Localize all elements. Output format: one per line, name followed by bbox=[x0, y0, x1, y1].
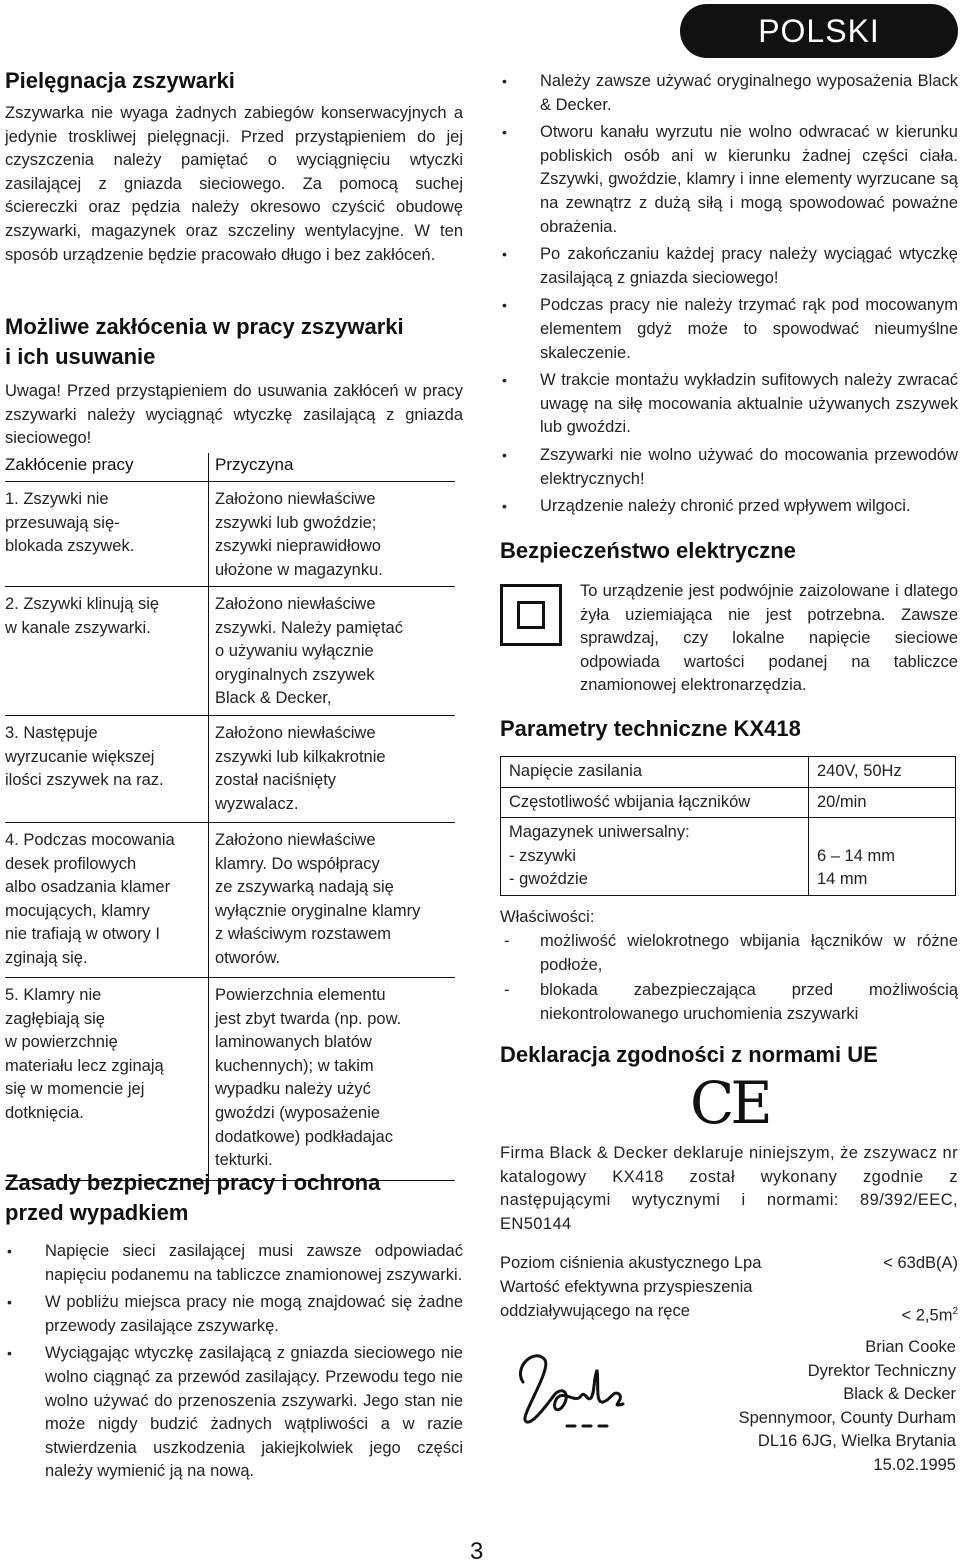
col-header-cause: Przyczyna bbox=[215, 455, 294, 474]
noise-row bbox=[500, 1252, 958, 1276]
fault-cell: 2. Zszywki klinują się w kanale zszywarki. bbox=[5, 595, 160, 637]
fault-table-header bbox=[5, 453, 455, 482]
cause-cell: Założono niewłaściwe klamry. Do współpracy ze zszywarką nadają się wyłącznie oryginalne klamry z właściwym rozstawem otworów. bbox=[215, 831, 421, 967]
signer-title: Dyrektor Techniczny bbox=[807, 1361, 956, 1380]
safety-bullet-list bbox=[5, 1240, 463, 1484]
list-item: • Wyciągając wtyczkę zasilającą z gniazda sieciowego nie wolno ciągnąć za przewód zasilający. Przewodu tego nie wolno używać do przenoszenia zszywarki. Jego stan nie może nigdy budzić żadnych wątpliwości a w razie stwierdzenia uszkodzenia jakiejkolwiek jego części należy wymienić ją na nową. bbox=[5, 1342, 463, 1484]
table-row bbox=[5, 829, 455, 978]
table-row bbox=[5, 722, 455, 823]
table-row bbox=[501, 757, 956, 788]
double-insulation-icon bbox=[500, 584, 562, 646]
vibration-unit-sup: 2 bbox=[952, 1306, 958, 1317]
list-item: - możliwość wielokrotnego wbijania łączników w różne podłoże, bbox=[500, 930, 958, 977]
features-section bbox=[500, 930, 958, 1028]
specs-title: Parametry techniczne KX418 bbox=[500, 716, 801, 741]
list-item: • W pobliżu miejsca pracy nie mogą znajdować się żadne przewody zasilające zszywarkę. bbox=[5, 1291, 463, 1338]
spec-label: Magazynek uniwersalny: - zszywki - gwoździe bbox=[501, 818, 809, 896]
table-row bbox=[5, 593, 455, 716]
signature-icon bbox=[505, 1342, 635, 1442]
table-divider bbox=[208, 453, 209, 1187]
safety-title-line2: przed wypadkiem bbox=[5, 1200, 189, 1225]
list-item: • Zszywarki nie wolno używać do mocowania przewodów elektrycznych! bbox=[500, 444, 958, 491]
spec-value: 240V, 50Hz bbox=[809, 757, 956, 788]
safety-section bbox=[5, 1168, 463, 1488]
list-item: • W trakcie montażu wykładzin sufitowych należy zwracać uwagę na siłę mocowania aktualnie używanych zszywek lub gwoździ. bbox=[500, 369, 958, 440]
noise-value: < 63dB(A) bbox=[883, 1254, 958, 1272]
cause-cell: Założono niewłaściwe zszywki lub gwoździe; zszywki nieprawidłowo ułożone w magazynku. bbox=[215, 490, 383, 579]
cause-cell: Założono niewłaściwe zszywki lub kilkakrotnie został naciśnięty wyzwalacz. bbox=[215, 724, 386, 813]
table-row bbox=[501, 787, 956, 818]
signer-name: Brian Cooke bbox=[865, 1338, 956, 1356]
safety-title-line1: Zasady bezpiecznej pracy i ochrona bbox=[5, 1170, 381, 1195]
address-line-2: DL16 6JG, Wielka Brytania bbox=[757, 1432, 956, 1451]
faults-warning: Uwaga! Przed przystąpieniem do usuwania zakłóceń w pracy zszywarki należy wyciągnąć wtyczkę zasilającą z gniazda sieciowego! bbox=[5, 382, 463, 448]
signature-block bbox=[739, 1336, 956, 1478]
specs-table bbox=[500, 756, 956, 896]
page-number: 3 bbox=[470, 1538, 484, 1565]
spec-value: 20/min bbox=[809, 787, 956, 818]
faults-title-line2: i ich usuwanie bbox=[5, 344, 156, 369]
table-row bbox=[5, 984, 455, 1181]
care-title: Pielęgnacja zszywarki bbox=[5, 68, 235, 93]
list-item: • Otworu kanału wyrzutu nie wolno odwracać w kierunku pobliskich osób ani w kierunku żadnej części ciała. Zszywki, gwoździe, klamry i inne elementy wyrzucane są na zewnątrz z dużą siłą i mogą spowodować poważne obrażenia. bbox=[500, 121, 958, 239]
list-item: • Urządzenie należy chronić przed wpływem wilgoci. bbox=[500, 495, 958, 519]
vibration-value-wrap bbox=[902, 1300, 958, 1328]
company-name: Black & Decker bbox=[843, 1385, 956, 1404]
spec-label: Napięcie zasilania bbox=[501, 757, 809, 788]
list-item: • Podczas pracy nie należy trzymać rąk pod mocowanym elementem gdyż może to spowodwać nieumyślne skaleczenie. bbox=[500, 294, 958, 365]
noise-label: Poziom ciśnienia akustycznego Lpa bbox=[500, 1254, 762, 1272]
features-list bbox=[500, 930, 958, 1026]
cause-cell: Powierzchnia elementu jest zbyt twarda (np. pow. laminowanych blatów kuchennych); w takim wypadku należy użyć gwoździ (wyposażenie dodatkowe) podkładajac tekturki. bbox=[215, 986, 402, 1170]
list-item: • Należy zawsze używać oryginalnego wyposażenia Black & Decker. bbox=[500, 70, 958, 117]
electrical-text: To urządzenie jest podwójnie zaizolowane i dlatego żyła uziemiająca nie jest potrzebna. Zawsze sprawdzaj, czy lokalne napięcie sieciowe odpowiada wartości podanej na tabliczce znamionowej elektronarzędzia. bbox=[580, 582, 958, 695]
language-tab: POLSKI bbox=[680, 4, 958, 58]
spec-value: 6 – 14 mm 14 mm bbox=[809, 818, 956, 896]
fault-table bbox=[5, 453, 455, 1187]
fault-cell: 3. Następuje wyrzucanie większej ilości zszywek na raz. bbox=[5, 724, 164, 790]
declaration-date: 15.02.1995 bbox=[873, 1455, 956, 1474]
col-header-fault: Zakłócenie pracy bbox=[5, 455, 134, 474]
faults-title-line1: Możliwe zakłócenia w pracy zszywarki bbox=[5, 314, 404, 339]
care-text: Zszywarka nie wyaga żadnych zabiegów konserwacyjnych a jedynie troskliwej pielęgnacji. Przed przystąpieniem do jej czyszczenia należy pamiętać o wyciągnięciu wtyczki zasilającej z gniazda sieciowego. Za pomocą suchej ściereczki oraz pędzia należy okresowo czyścić obudowę zszywarki, magazynek oraz szczeliny wentylacyjne. W ten sposób urządzenie będzie pracowało długo i bez zakłóceń. bbox=[5, 104, 463, 264]
safety-bullet-list-cont bbox=[500, 70, 958, 519]
cause-cell: Założono niewłaściwe zszywki. Należy pamiętać o używaniu wyłącznie oryginalnych zszywek Black & Decker, bbox=[215, 595, 403, 708]
list-item: • Po zakończaniu każdej pracy należy wyciągać wtyczkę zasilającą z gniazda sieciowego! bbox=[500, 243, 958, 290]
address-line-1: Spennymoor, County Durham bbox=[738, 1408, 956, 1427]
ce-mark-icon: CE bbox=[690, 1069, 769, 1137]
list-item: - blokada zabezpieczająca przed możliwością niekontrolowanego uruchomienia zszywarki bbox=[500, 979, 958, 1026]
fault-cell: 5. Klamry nie zagłębiają się w powierzchnię materiału lecz zginają się w momencie jej dotknięcia. bbox=[5, 986, 164, 1122]
electrical-title: Bezpieczeństwo elektryczne bbox=[500, 538, 796, 563]
list-item: • Napięcie sieci zasilającej musi zawsze odpowiadać napięciu podanemu na tabliczce znamionowej zszywarki. bbox=[5, 1240, 463, 1287]
table-row bbox=[5, 488, 455, 587]
ce-text: Firma Black & Decker deklaruje niniejszym, że zszywacz nr katalogowy KX418 został wykonany zgodnie z następującymi wytycznymi i normami: 89/392/EEC, EN50144 bbox=[500, 1144, 958, 1233]
vibration-row-1 bbox=[500, 1276, 958, 1300]
vibration-row-2 bbox=[500, 1300, 958, 1328]
safety-bullets-continued bbox=[500, 70, 958, 523]
fault-cell: 1. Zszywki nie przesuwają się- blokada zszywek. bbox=[5, 490, 135, 556]
fault-cell: 4. Podczas mocowania desek profilowych albo osadzania klamer mocujących, klamry nie trafiają w otwory I zginają się. bbox=[5, 831, 175, 967]
vibration-label-2: oddziaływującego na ręce bbox=[500, 1302, 690, 1320]
vibration-label-1: Wartość efektywna przyspieszenia bbox=[500, 1278, 753, 1296]
features-label: Właściwości: bbox=[500, 908, 595, 926]
ce-title: Deklaracja zgodności z normami UE bbox=[500, 1042, 878, 1067]
table-row bbox=[501, 818, 956, 896]
vibration-value: < 2,5m bbox=[901, 1306, 953, 1325]
spec-label: Częstotliwość wbijania łączników bbox=[501, 787, 809, 818]
